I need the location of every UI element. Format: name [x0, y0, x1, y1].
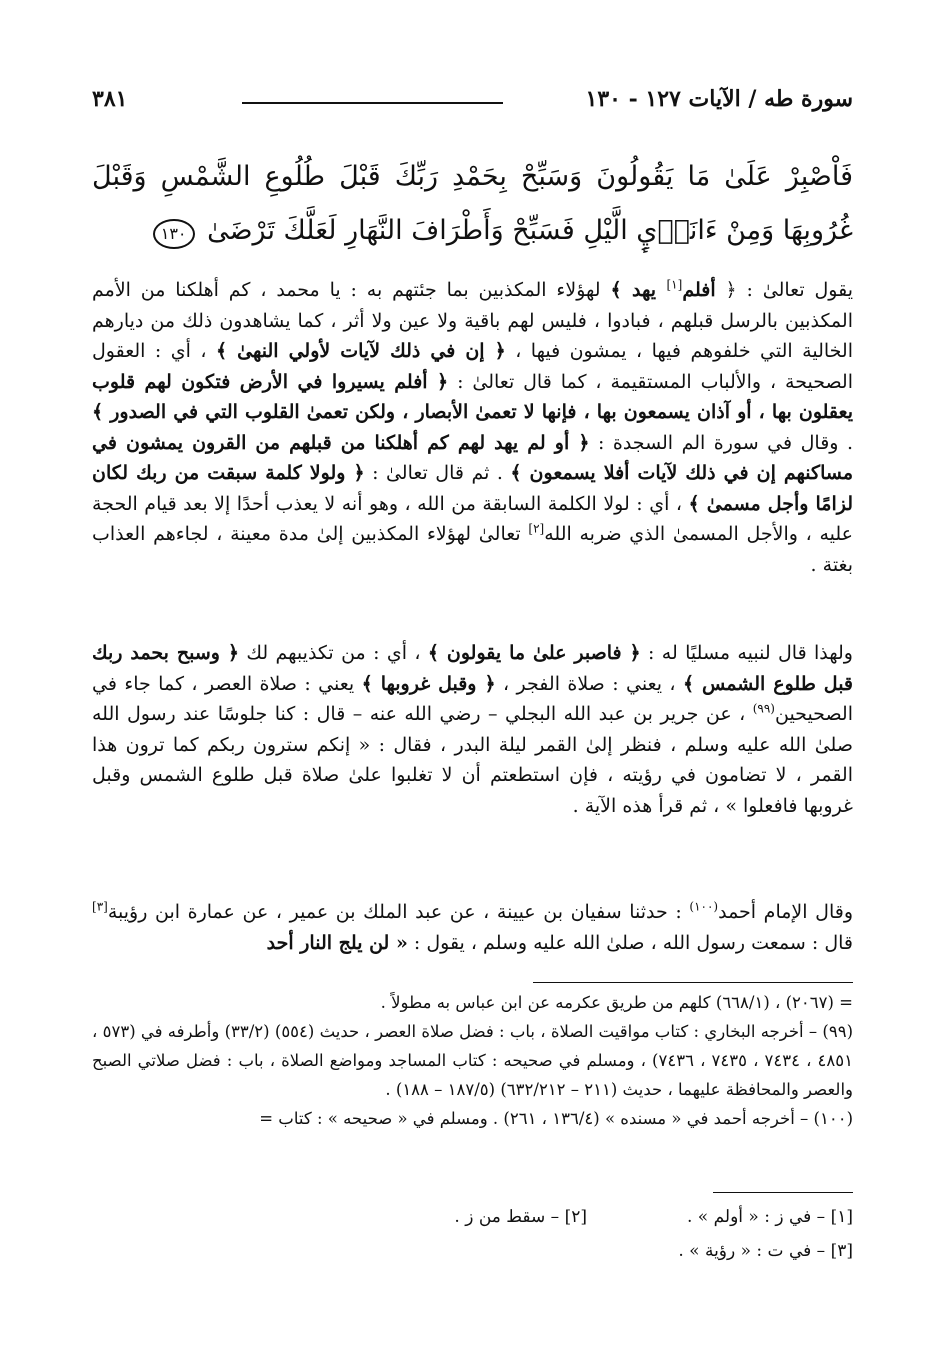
text-run: ولهذا قال لنبيه مسليًا له :	[640, 642, 853, 664]
note-ref: [٢]	[528, 521, 545, 536]
footnote: (٩٩) – أخرجه البخاري : كتاب مواقيت الصلاة ، باب : فضل صلاة العصر ، حديث (٥٥٤) (٣٣/٢) وأطرفه في (٥٧٣ ، ٤٨٥١ ، ٧٤٣٤ ، ٧٤٣٥ ، ٧٤٣٦) ، ومسلم في صحيحه : كتاب المساجد ومواضع الصلاة ، باب : فضل صلاتي الصبح والعصر والمحافظة عليهما ، حديث (٢١١ – ٦٣٢/٢١٢) (١٨٧/٥ – ١٨٨) .	[92, 1022, 854, 1099]
text-run: ، يعني : صلاة الفجر ،	[495, 672, 683, 695]
text-run: لهؤلاء المكذبين بما جئتهم به : يا محمد ، كم أهلكنا من الأمم المكذبين بالرسل قبلهم ، فبادوا ، فليس لهم باقية ولا عين ولا أثر ، كما يشاهدون ذلك من ديارهم الخالية التي خلفوهم فيها ، يمشون فيها ،	[92, 279, 853, 362]
header-rule	[242, 102, 503, 104]
quote-run: ﴿ وسبح بحمد ربك قبل طلوع الشمس ﴾	[92, 642, 854, 695]
note: [٣] – في ت : « رؤية » .	[678, 1241, 853, 1261]
text-run: تعالىٰ لهؤلاء المكذبين إلىٰ مدة معينة ، لجاءهم العذاب بغتة .	[92, 523, 853, 576]
footnotes	[92, 988, 853, 1133]
verse-text: فَاْصْبِرْ عَلَىٰ مَا يَقُولُونَ وَسَبِّحْ بِحَمْدِ رَبِّكَ قَبْلَ طُلُوعِ الشَّمْسِ وَقَبْلَ غُرُوبِهَا وَمِنْ ءَانَاۤيِٕ الَّيْلِ فَسَبِّحْ وَأَطْرَافَ النَّهَارِ لَعَلَّكَ تَرْضَىٰ	[92, 161, 853, 246]
page-number: ٣٨١	[92, 86, 128, 112]
quote-run: ﴿ أو لم يهد لهم كم أهلكنا من قبلهم من القرون يمشون في مساكنهم إن في ذلك لآيات أفلا يسمعون ﴾	[92, 431, 854, 484]
notes-row	[92, 1200, 853, 1234]
text-run: ، أي : العقول الصحيحة ، والألباب المستقيمة ، كما قال تعالىٰ :	[92, 340, 853, 393]
note: [٢] – سقط من ز .	[454, 1207, 587, 1227]
note-ref: [٣]	[92, 899, 108, 914]
text-run: قال : سمعت رسول الله ، صلىٰ الله عليه وسلم ، يقول :	[407, 931, 853, 954]
quote-run: ﴿ وقبل غروبها ﴾	[361, 672, 496, 695]
bold-run: أفلم	[682, 279, 716, 301]
footnote: (١٠٠) – أخرجه أحمد في « مسنده » (١٣٦/٤ ، ٢٦١) . ومسلم في « صحيحه » : كتاب =	[259, 1109, 853, 1128]
text-run: ، عن جرير بن عبد الله البجلي – رضي الله عنه – قال : كنا جلوسًا عند رسول الله صلىٰ الله عليه وسلم ، فنظر إلىٰ القمر ليلة البدر ، فقال : « إنكم سترون ربكم كما ترون هذا القمر ، لا تضامون في رؤيته ، فإن استطعتم أن لا تغلبوا علىٰ صلاة قبل طلوع الشمس وقبل غروبها فافعلوا » ، ثم قرأ هذه الآية .	[92, 703, 853, 817]
text-run: يقول تعالىٰ : ﴿	[715, 279, 853, 301]
text-run: . ثم قال تعالىٰ :	[364, 462, 511, 484]
paragraph-1	[92, 275, 853, 580]
surah-title: سورة طه / الآيات ١٢٧ - ١٣٠	[585, 86, 853, 112]
manuscript-notes	[92, 1200, 853, 1268]
verse-number-mark: ١٣٠	[153, 219, 195, 249]
text-run: وقال الإمام أحمد	[718, 901, 853, 923]
bold-run: يهد ﴾	[610, 279, 667, 301]
text-run: : حدثنا سفيان بن عيينة ، عن عبد الملك بن عمير ، عن عمارة ابن رؤيبة	[107, 901, 690, 923]
quote-run: ﴿ إن في ذلك لآيات لأولي النهىٰ ﴾	[215, 340, 506, 362]
paragraph-2	[92, 638, 853, 821]
hadith-run: « لن يلج النار أحد	[266, 931, 408, 954]
quote-run: ﴿ أفلم يسيروا في الأرض فتكون لهم قلوب يعقلون بها ، أو آذان يسمعون بها ، فإنها لا تعمىٰ الأبصار ، ولكن تعمىٰ القلوب التي في الصدور ﴾	[92, 370, 853, 423]
quran-verse	[92, 150, 853, 258]
note: [١] – في ز : « أولم » .	[686, 1207, 853, 1227]
note-ref: [١]	[666, 277, 683, 292]
paragraph-3	[92, 897, 853, 958]
footnote: = (٢٠٦٧) ، (٦٦٨/١) كلهم من طريق عكرمه عن ابن عباس به مطولاً .	[380, 993, 853, 1012]
text-run: يعني : صلاة العصر ، كما جاء في الصحيحين	[92, 672, 853, 725]
quote-run: ﴿ ولولا كلمة سبقت من ربك لكان لزامًا وأجل مسمىٰ ﴾	[92, 462, 854, 515]
footnote-ref: (٩٩)	[752, 701, 775, 716]
text-run: ، أي : لولا الكلمة السابقة من الله ، وهو أنه لا يعذب أحدًا إلا بعد قيام الحجة عليه ، والأجل المسمىٰ الذي ضربه الله	[92, 492, 854, 545]
running-header	[92, 80, 853, 120]
notes-separator	[713, 1192, 853, 1193]
text-run: ، أي : من تكذيبهم لك	[239, 642, 428, 664]
footnote-separator	[533, 982, 853, 983]
text-run: . وقال في سورة الم السجدة :	[589, 431, 853, 454]
footnote-ref: (١٠٠)	[689, 899, 719, 914]
quote-run: ﴿ فاصبر علىٰ ما يقولون ﴾	[427, 642, 641, 664]
